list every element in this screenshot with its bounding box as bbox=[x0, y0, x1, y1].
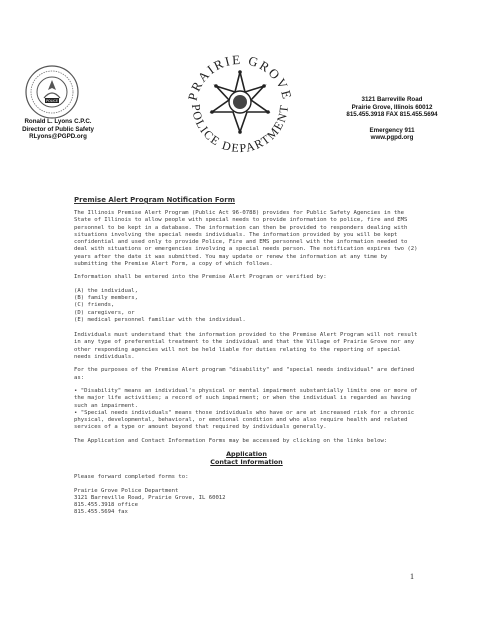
mailing-line: 3121 Barreville Road, Prairie Grove, IL 60012 bbox=[74, 494, 226, 501]
director-contact bbox=[6, 118, 110, 141]
disability-definition: • "Disability" means an individual's physical or mental impairment substantially limits one or more of the major life activities; a record of such impairment; or when the individual is regarded as having such an impairment. bbox=[74, 387, 418, 409]
list-item: (E) medical personnel familiar with the individual. bbox=[74, 316, 246, 323]
access-paragraph: The Application and Contact Information Forms may be accessed by clicking on the links below: bbox=[74, 437, 388, 444]
definitions-paragraph: For the purposes of the Premise Alert program "disability" and "special needs individual" are defined as: bbox=[74, 367, 415, 381]
department-street: 3121 Barreville Road bbox=[361, 96, 423, 103]
director-name: Ronald L. Lyons C.P.C. bbox=[24, 118, 92, 125]
forward-paragraph: Please forward completed forms to: bbox=[74, 474, 189, 481]
department-phones: 815.455.3918 FAX 815.455.5694 bbox=[346, 111, 438, 119]
special-needs-definition: • "Special needs individuals" means those individuals who have or are at increased risk for a chronic physical, developmental, behavioral, or emotional condition and who also require health and related services of a type or amount beyond that required by individuals generally. bbox=[74, 409, 415, 431]
page-number: 1 bbox=[410, 572, 414, 581]
list-item: (D) caregivers, or bbox=[74, 309, 135, 316]
mailing-line: Prairie Grove Police Department bbox=[74, 487, 179, 494]
mailing-address bbox=[74, 488, 419, 517]
form-links bbox=[74, 451, 419, 466]
form-title: Premise Alert Program Notification Form bbox=[74, 196, 235, 204]
department-contact bbox=[322, 96, 462, 142]
director-role: Director of Public Safety bbox=[22, 125, 94, 133]
verifier-list bbox=[74, 288, 419, 324]
svg-text:PRAIRIE GROVE: PRAIRIE GROVE bbox=[184, 51, 296, 103]
contact-information-link[interactable]: Contact Information bbox=[210, 457, 283, 466]
intro-paragraph: The Illinois Premise Alert Program (Public Act 96-0788) provides for Public Safety Agencies in the State of Illinois to allow people with special needs to provide information to police, fire and EMS personnel to be kept in a database. The information can then be provided to responders dealing with situations involving the special needs individuals. The information provided by you will be kept confidential and used only to provide Police, Fire and EMS personnel with the information needed to deal with situations or emergencies involving a special needs person. The notification expires two (2) years after the date it was submitted. You may update or renew the information at any time by submitting the Premise Alert Form, a copy of which follows. bbox=[74, 210, 418, 268]
department-website-link[interactable]: www.pgpd.org bbox=[370, 134, 414, 142]
svg-text:POLICE DEPARTMENT: POLICE DEPARTMENT bbox=[188, 103, 292, 156]
director-email-link[interactable]: RLyons@PGPD.org bbox=[29, 133, 87, 141]
letter-body bbox=[74, 210, 419, 517]
mailing-line: 815.455.5694 fax bbox=[74, 509, 128, 516]
mailing-line: 815.455.3918 office bbox=[74, 502, 138, 509]
list-item: (C) friends, bbox=[74, 302, 115, 309]
emergency-number: Emergency 911 bbox=[369, 126, 415, 134]
list-item: (A) the individual, bbox=[74, 287, 138, 294]
police-badge-logo bbox=[176, 42, 304, 170]
application-link[interactable]: Application bbox=[226, 450, 267, 459]
liability-paragraph: Individuals must understand that the information provided to the Premise Alert Program will not result in any type of preferential treatment to the individual and that the Village of Prairie Grove nor any other responding agencies will not be held liable for duties relating to the reporting of special needs individuals. bbox=[74, 332, 418, 361]
list-item: (B) family members, bbox=[74, 294, 138, 301]
village-seal-logo bbox=[24, 64, 80, 120]
svg-text:POLICE: POLICE bbox=[45, 99, 59, 104]
department-city: Prairie Grove, Illinois 60012 bbox=[351, 103, 433, 111]
entered-paragraph: Information shall be entered into the Premise Alert Program or verified by: bbox=[74, 274, 327, 281]
